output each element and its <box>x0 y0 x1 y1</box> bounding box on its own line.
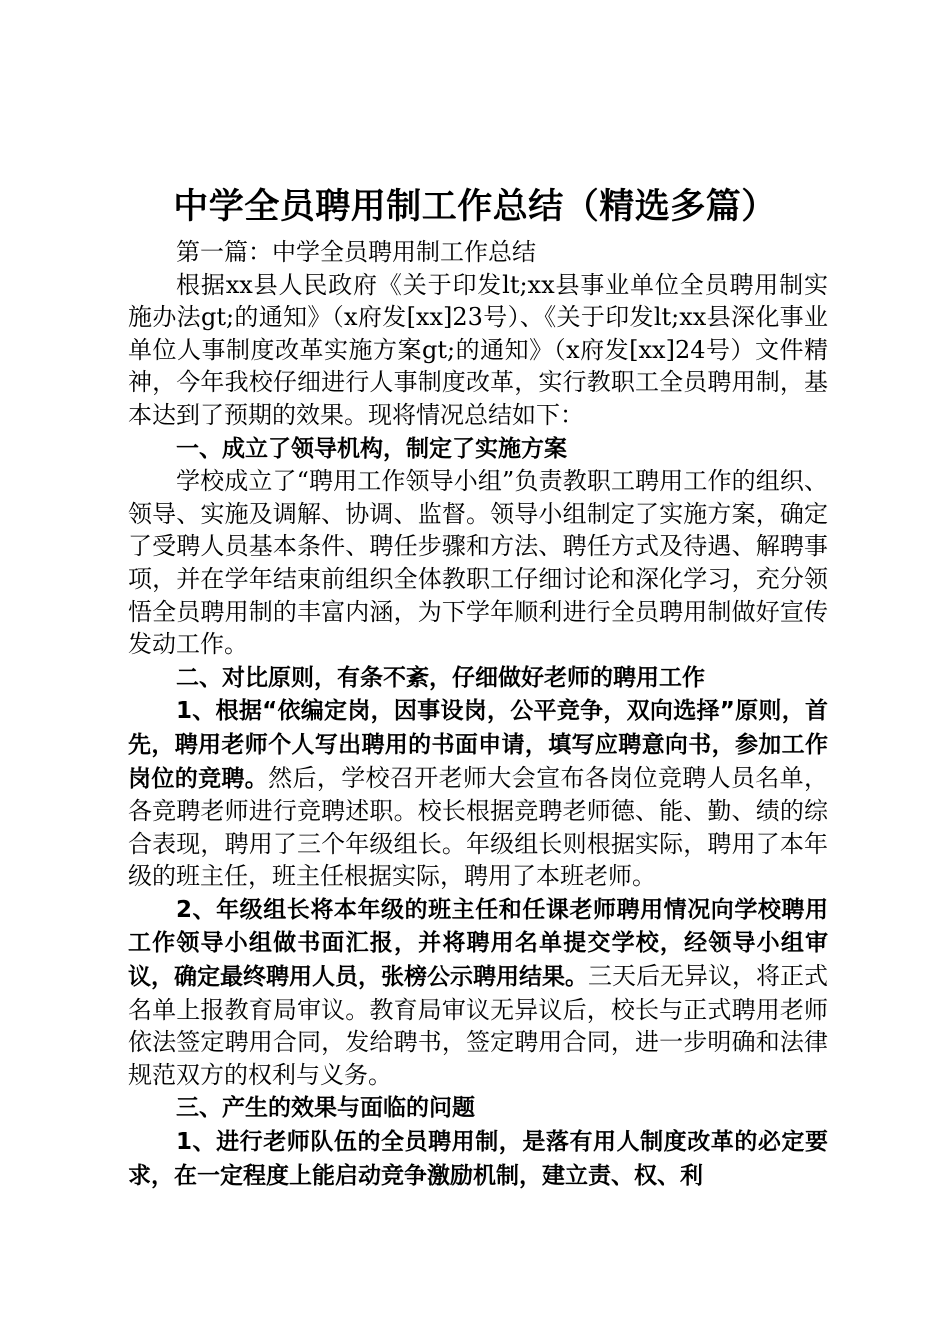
paragraph <box>128 694 828 893</box>
heading-text: 二、对比原则，有条不紊，仔细做好老师的聘用工作 <box>176 664 705 691</box>
paragraph-text: 然后，学校召开老师大会宣布各岗位竞聘人员名单，各竞聘老师进行竞聘述职。校长根据竞聘老师德、能、勤、绩的综合表现，聘用了三个年级组长。年级组长则根据实际，聘用了本年级的班主任，班主任根据实际，聘用了本班老师。 <box>128 763 829 891</box>
paragraph-text: 第一篇：中学全员聘用制工作总结 <box>176 238 536 266</box>
section-heading <box>128 432 828 466</box>
bold-text: 1、进行老师队伍的全员聘用制，是落有用人制度改革的必定要求，在一定程度上能启动竞争激励机制，建立责、权、利 <box>128 1129 828 1189</box>
bold-text: 1、根据“依编定岗，因事设岗，公平竞争，双向选择”原则，首先，聘用老师个人写出聘用的书面申请，填写应聘意向书，参加工作岗位的竞聘。 <box>128 698 828 792</box>
document-title: 中学全员聘用制工作总结（精选多篇） <box>173 187 777 227</box>
section-heading <box>128 661 828 695</box>
paragraph-text: 学校成立了“聘用工作领导小组”负责教职工聘用工作的组织、领导、实施及调解、协调、监督。领导小组制定了实施方案，确定了受聘人员基本条件、聘任步骤和方法、聘任方式及待遇、解聘事项，并在学年结束前组织全体教职工仔细讨论和深化学习，充分领悟全员聘用制的丰富内涵，为下学年顺利进行全员聘用制做好宣传发动工作。 <box>128 467 828 659</box>
paragraph-text: 三天后无异议，将正式名单上报教育局审议。教育局审议无异议后，校长与正式聘用老师依法签定聘用合同，发给聘书，签定聘用合同，进一步明确和法律规范双方的权利与义务。 <box>128 962 828 1089</box>
section-label <box>128 236 828 269</box>
paragraph-text: 根据xx县人民政府《关于印发lt;xx县事业单位全员聘用制实施办法gt;的通知》（x府发[xx]23号）、《关于印发lt;xx县深化事业单位人事制度改革实施方案gt;的通知》（x府发[xx]24号）文件精神，今年我校仔细进行人事制度改革，实行教职工全员聘用制，基本达到了预期的效果。现将情况总结如下： <box>128 270 828 429</box>
heading-text: 三、产生的效果与面临的问题 <box>176 1095 475 1122</box>
document-body <box>128 236 828 1192</box>
paragraph <box>128 269 828 432</box>
paragraph <box>128 1125 828 1192</box>
heading-text: 一、成立了领导机构，制定了实施方案 <box>176 435 567 462</box>
bold-text: 2、年级组长将本年级的班主任和任课老师聘用情况向学校聘用工作领导小组做书面汇报，并将聘用名单提交学校，经领导小组审议，确定最终聘用人员，张榜公示聘用结果。 <box>128 896 828 991</box>
section-heading <box>128 1091 828 1125</box>
paragraph <box>128 465 828 661</box>
paragraph <box>128 893 828 1092</box>
